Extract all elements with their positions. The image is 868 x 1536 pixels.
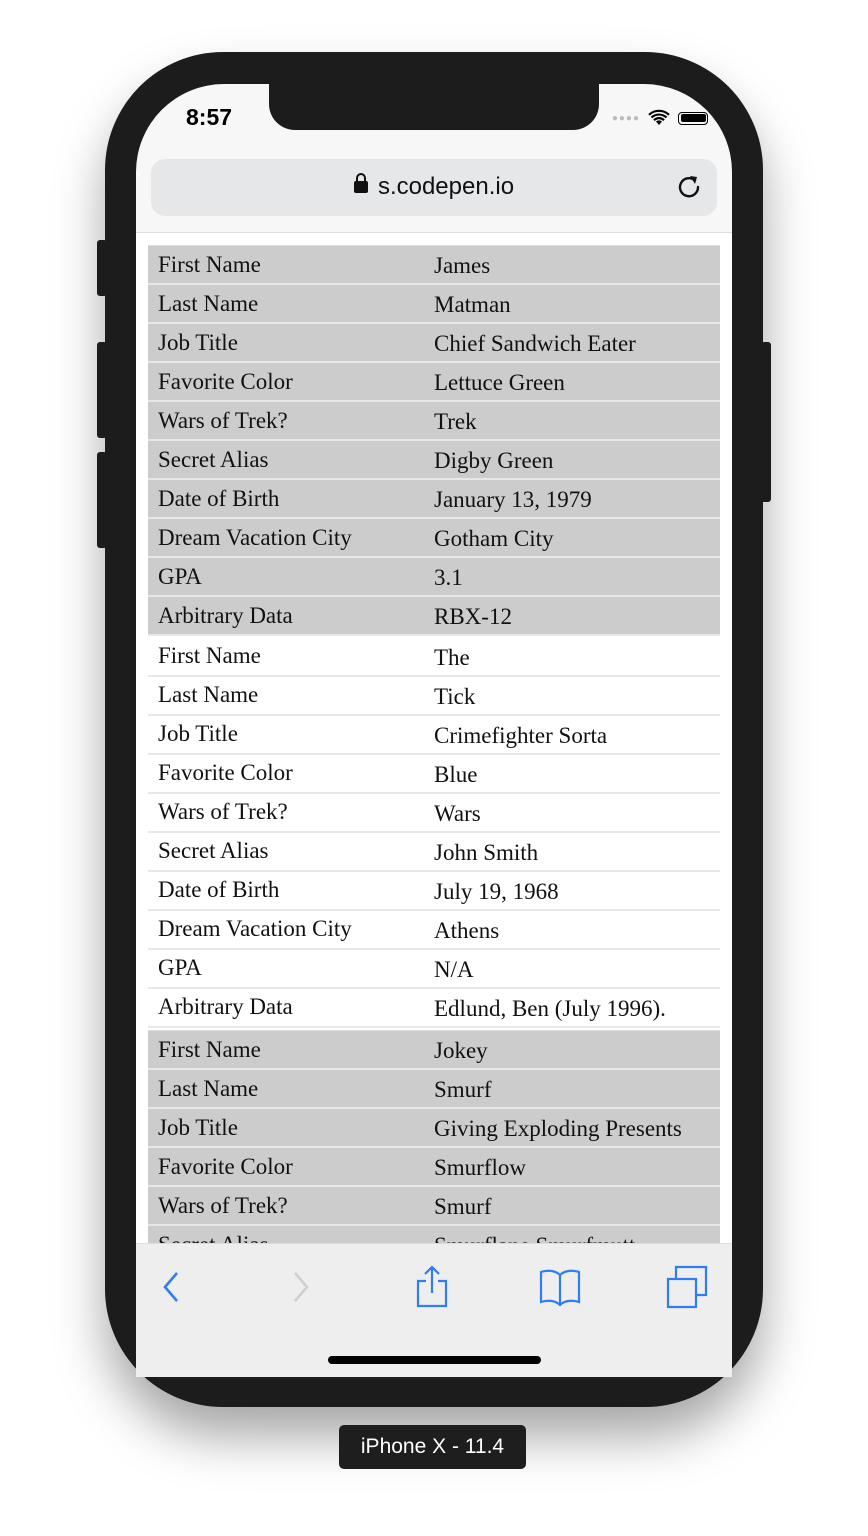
cell-label: Last Name bbox=[148, 284, 434, 323]
table-row bbox=[148, 362, 720, 401]
table-row bbox=[148, 715, 720, 754]
profile-table bbox=[148, 245, 720, 636]
table-row bbox=[148, 284, 720, 323]
table-row bbox=[148, 323, 720, 362]
table-row bbox=[148, 910, 720, 949]
table-row bbox=[148, 246, 720, 285]
cell-value: Giving Exploding Presents bbox=[434, 1108, 720, 1147]
cell-value: The bbox=[434, 638, 720, 676]
profile-table bbox=[148, 638, 720, 1028]
cell-label: Dream Vacation City bbox=[148, 518, 434, 557]
cell-value: Matman bbox=[434, 284, 720, 323]
url-text: s.codepen.io bbox=[377, 173, 515, 200]
cell-label: First Name bbox=[148, 638, 434, 676]
cell-label: Arbitrary Data bbox=[148, 988, 434, 1027]
cell-label: Secret Alias bbox=[148, 440, 434, 479]
profile-table bbox=[148, 1030, 720, 1265]
cell-value: Trek bbox=[434, 401, 720, 440]
wifi-icon bbox=[648, 110, 670, 126]
cell-value: Smurflow bbox=[434, 1147, 720, 1186]
cell-value: RBX-12 bbox=[434, 596, 720, 635]
cell-label: Favorite Color bbox=[148, 754, 434, 793]
cell-value: Chief Sandwich Eater bbox=[434, 323, 720, 362]
cell-value: Edlund, Ben (July 1996). bbox=[434, 988, 720, 1027]
cell-value: July 19, 1968 bbox=[434, 871, 720, 910]
status-time: 8:57 bbox=[186, 104, 233, 130]
cell-label: GPA bbox=[148, 949, 434, 988]
lock-icon bbox=[354, 181, 368, 193]
cell-label: Wars of Trek? bbox=[148, 793, 434, 832]
cell-value: Smurf bbox=[434, 1069, 720, 1108]
cell-value: John Smith bbox=[434, 832, 720, 871]
cell-value: Athens bbox=[434, 910, 720, 949]
table-row bbox=[148, 1108, 720, 1147]
volume-up-button bbox=[97, 342, 107, 438]
cell-value: James bbox=[434, 246, 720, 285]
cell-label: Job Title bbox=[148, 715, 434, 754]
forward-icon[interactable] bbox=[290, 1264, 312, 1310]
cell-value: Crimefighter Sorta bbox=[434, 715, 720, 754]
table-row bbox=[148, 479, 720, 518]
table-row bbox=[148, 988, 720, 1027]
cell-value: Digby Green bbox=[434, 440, 720, 479]
address-bar[interactable] bbox=[151, 159, 717, 216]
cell-value: Gotham City bbox=[434, 518, 720, 557]
back-icon[interactable] bbox=[160, 1264, 182, 1310]
status-icons bbox=[612, 110, 708, 126]
table-row bbox=[148, 1147, 720, 1186]
cell-label: Job Title bbox=[148, 323, 434, 362]
table-row bbox=[148, 676, 720, 715]
table-row bbox=[148, 871, 720, 910]
table-row bbox=[148, 440, 720, 479]
cell-label: Wars of Trek? bbox=[148, 401, 434, 440]
cell-label: Dream Vacation City bbox=[148, 910, 434, 949]
mute-switch bbox=[97, 240, 107, 296]
cell-label: Date of Birth bbox=[148, 871, 434, 910]
cell-value: N/A bbox=[434, 949, 720, 988]
cell-label: Job Title bbox=[148, 1108, 434, 1147]
cell-value: Lettuce Green bbox=[434, 362, 720, 401]
cell-label: First Name bbox=[148, 246, 434, 285]
cell-value: 3.1 bbox=[434, 557, 720, 596]
table-row bbox=[148, 1069, 720, 1108]
bookmarks-icon[interactable] bbox=[538, 1264, 582, 1310]
table-row bbox=[148, 638, 720, 676]
cell-label: Wars of Trek? bbox=[148, 1186, 434, 1225]
tabs-icon[interactable] bbox=[666, 1264, 710, 1310]
volume-down-button bbox=[97, 452, 107, 548]
device-label: iPhone X - 11.4 bbox=[339, 1425, 526, 1469]
table-row bbox=[148, 596, 720, 635]
home-indicator[interactable] bbox=[328, 1356, 541, 1364]
cell-value: Blue bbox=[434, 754, 720, 793]
page-content[interactable] bbox=[136, 233, 732, 1243]
cell-value: Tick bbox=[434, 676, 720, 715]
signal-icon: ●●●● bbox=[611, 112, 640, 124]
table-row bbox=[148, 1031, 720, 1070]
reload-icon[interactable] bbox=[675, 173, 703, 201]
cell-label: Date of Birth bbox=[148, 479, 434, 518]
table-row bbox=[148, 518, 720, 557]
table-row bbox=[148, 1186, 720, 1225]
cell-label: Favorite Color bbox=[148, 1147, 434, 1186]
cell-label: Last Name bbox=[148, 1069, 434, 1108]
notch bbox=[269, 84, 599, 130]
cell-value: Wars bbox=[434, 793, 720, 832]
table-row bbox=[148, 832, 720, 871]
battery-icon bbox=[678, 112, 708, 125]
cell-value: Smurf bbox=[434, 1186, 720, 1225]
cell-label: First Name bbox=[148, 1031, 434, 1070]
screen bbox=[136, 84, 732, 1376]
cell-label: Favorite Color bbox=[148, 362, 434, 401]
cell-label: GPA bbox=[148, 557, 434, 596]
table-row bbox=[148, 793, 720, 832]
table-row bbox=[148, 754, 720, 793]
cell-label: Secret Alias bbox=[148, 832, 434, 871]
share-icon[interactable] bbox=[414, 1264, 450, 1310]
table-row bbox=[148, 949, 720, 988]
cell-value: Jokey bbox=[434, 1031, 720, 1070]
table-row bbox=[148, 401, 720, 440]
cell-label: Arbitrary Data bbox=[148, 596, 434, 635]
table-row bbox=[148, 557, 720, 596]
side-button bbox=[761, 342, 771, 502]
cell-value: January 13, 1979 bbox=[434, 479, 720, 518]
cell-label: Last Name bbox=[148, 676, 434, 715]
